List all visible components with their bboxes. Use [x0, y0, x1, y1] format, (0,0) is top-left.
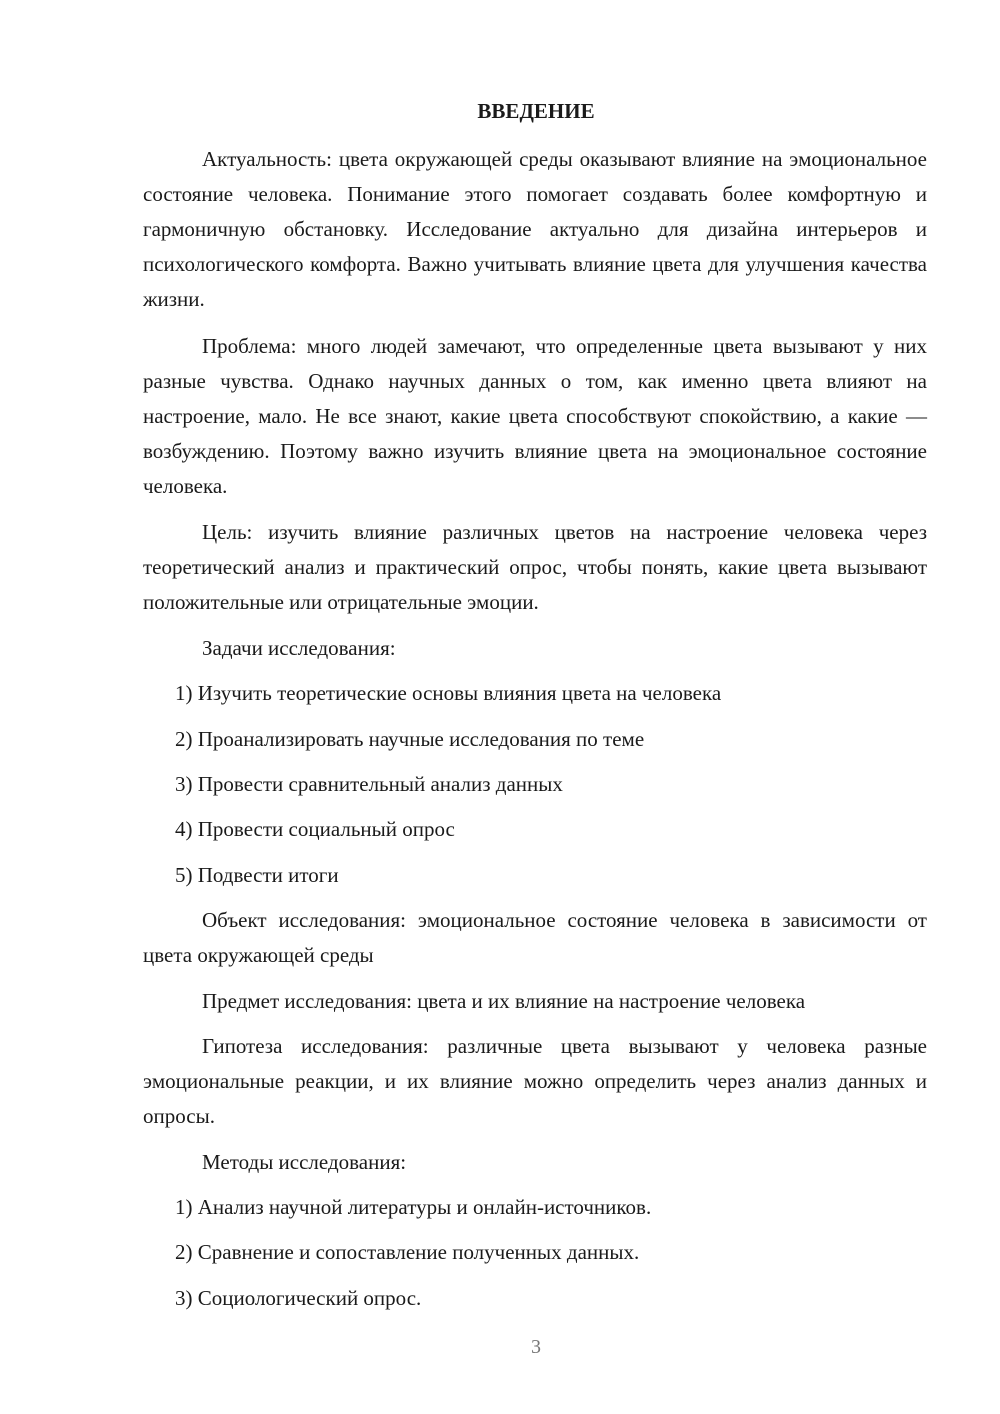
problem-paragraph: Проблема: много людей замечают, что определенные цвета вызывают у них разные чувства. Однако научных данных о том, как именно цвета влияют на настроение, мало. Не все знают, какие цвета способствуют спокойствию, а какие — возбуждению. Поэтому важно изучить влияние цвета на эмоциональное состояние человека. [143, 334, 927, 498]
methods-heading: Методы исследования: [202, 1150, 407, 1174]
object-paragraph: Объект исследования: эмоциональное состояние человека в зависимости от цвета окружающей среды [143, 908, 927, 967]
method-item: 2) Сравнение и сопоставление полученных данных. [175, 1240, 640, 1264]
task-item: 4) Провести социальный опрос [175, 817, 455, 841]
goal-paragraph: Цель: изучить влияние различных цветов на настроение человека через теоретический анализ и практический опрос, чтобы понять, какие цвета вызывают положительные или отрицательные эмоции. [143, 520, 927, 614]
task-item: 5) Подвести итоги [175, 863, 339, 887]
tasks-heading: Задачи исследования: [202, 636, 396, 660]
task-item: 2) Проанализировать научные исследования по теме [175, 727, 645, 751]
relevance-paragraph: Актуальность: цвета окружающей среды оказывают влияние на эмоциональное состояние человека. Понимание этого помогает создавать более комфортную и гармоничную обстановку. Исследование актуально для дизайна интерьеров и психологического комфорта. Важно учитывать влияние цвета для улучшения качества жизни. [143, 147, 927, 311]
method-item: 1) Анализ научной литературы и онлайн-источников. [175, 1195, 652, 1219]
method-item: 3) Социологический опрос. [175, 1286, 422, 1310]
page-number: 3 [531, 1336, 541, 1358]
task-item: 3) Провести сравнительный анализ данных [175, 772, 563, 796]
hypothesis-paragraph: Гипотеза исследования: различные цвета вызывают у человека разные эмоциональные реакции, и их влияние можно определить через анализ данных и опросы. [143, 1034, 927, 1128]
section-heading: ВВЕДЕНИЕ [477, 99, 595, 123]
task-item: 1) Изучить теоретические основы влияния цвета на человека [175, 681, 722, 705]
subject-line: Предмет исследования: цвета и их влияние на настроение человека [202, 989, 806, 1013]
